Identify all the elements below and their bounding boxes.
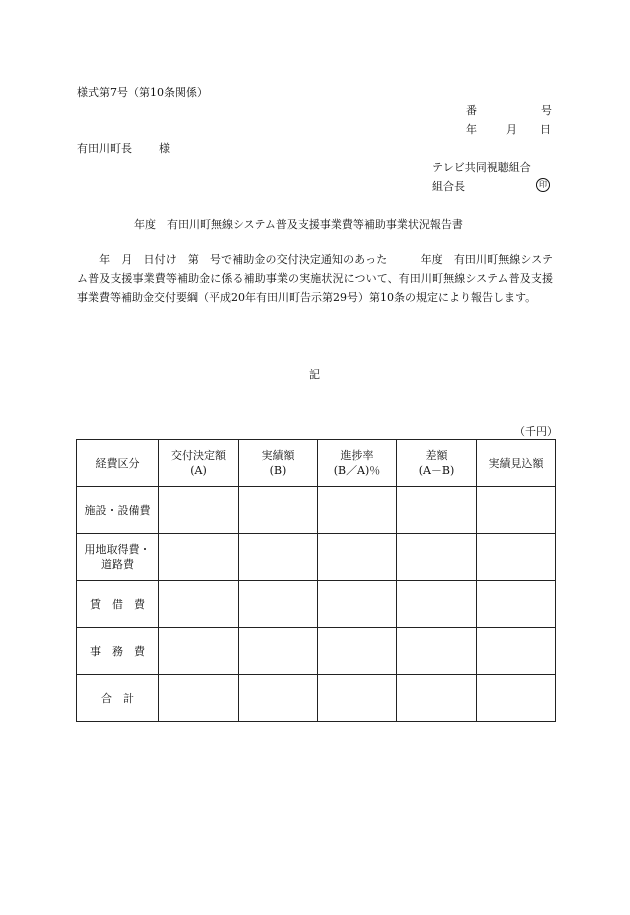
column-header: 交付決定額 (A) [159, 440, 239, 487]
table-row [77, 487, 556, 534]
table-cell[interactable] [397, 581, 477, 628]
table-cell[interactable] [318, 581, 397, 628]
column-header: 進捗率 (B／A)％ [318, 440, 397, 487]
table-cell[interactable] [239, 487, 318, 534]
table-cell[interactable] [318, 534, 397, 581]
document-number-label: 番 [466, 104, 477, 117]
column-header: 差額 (A－B) [397, 440, 477, 487]
table-row [77, 534, 556, 581]
table-cell[interactable] [159, 675, 239, 722]
table-cell[interactable] [397, 675, 477, 722]
table-cell[interactable] [397, 628, 477, 675]
table-cell[interactable] [477, 534, 556, 581]
table-cell[interactable] [159, 581, 239, 628]
table-cell[interactable] [318, 675, 397, 722]
table-total-row [77, 675, 556, 722]
sender-organization: テレビ共同視聴組合 [432, 161, 531, 174]
table-cell[interactable] [239, 534, 318, 581]
table-header-row [77, 440, 556, 487]
row-category: 施設・設備費 [77, 487, 159, 534]
unit-label: （千円） [514, 425, 558, 438]
seal-icon: 印 [536, 178, 550, 192]
date-year: 年 [466, 123, 477, 136]
row-category: 事 務 費 [77, 628, 159, 675]
table-cell[interactable] [159, 534, 239, 581]
recipient-name: 有田川町長 [77, 142, 132, 155]
table-row [77, 581, 556, 628]
table-cell[interactable] [239, 581, 318, 628]
table-cell[interactable] [397, 534, 477, 581]
table-cell[interactable] [477, 675, 556, 722]
body-text: 年 月 日付け 第 号で補助金の交付決定通知のあった 年度 有田川町無線システム普及支援事業費等補助金に係る補助事業の実施状況について、有田川町無線システム普及支援事業費等補助金交付要綱（平成20年有田川町告示第29号）第10条の規定により報告します。 [77, 253, 553, 304]
recipient-honorific: 様 [159, 142, 170, 155]
form-number: 様式第7号（第10条関係） [77, 86, 208, 99]
column-header: 経費区分 [77, 440, 159, 487]
table-cell[interactable] [477, 581, 556, 628]
date-day: 日 [540, 123, 551, 136]
record-label: 記 [309, 368, 320, 381]
row-category: 用地取得費・道路費 [77, 534, 159, 581]
row-category: 合 計 [77, 675, 159, 722]
date-month: 月 [506, 123, 517, 136]
table-cell[interactable] [477, 487, 556, 534]
table-cell[interactable] [159, 628, 239, 675]
table-cell[interactable] [318, 628, 397, 675]
table-cell[interactable] [477, 628, 556, 675]
table-cell[interactable] [159, 487, 239, 534]
table-cell[interactable] [397, 487, 477, 534]
table-row [77, 628, 556, 675]
report-table [76, 439, 556, 722]
table-cell[interactable] [239, 628, 318, 675]
sender-title: 組合長 [432, 180, 465, 193]
column-header: 実績見込額 [477, 440, 556, 487]
row-category: 賃 借 費 [77, 581, 159, 628]
document-number-suffix: 号 [541, 104, 552, 117]
column-header: 実績額 (B) [239, 440, 318, 487]
table-cell[interactable] [239, 675, 318, 722]
table-cell[interactable] [318, 487, 397, 534]
document-title: 年度 有田川町無線システム普及支援事業費等補助事業状況報告書 [134, 218, 463, 231]
